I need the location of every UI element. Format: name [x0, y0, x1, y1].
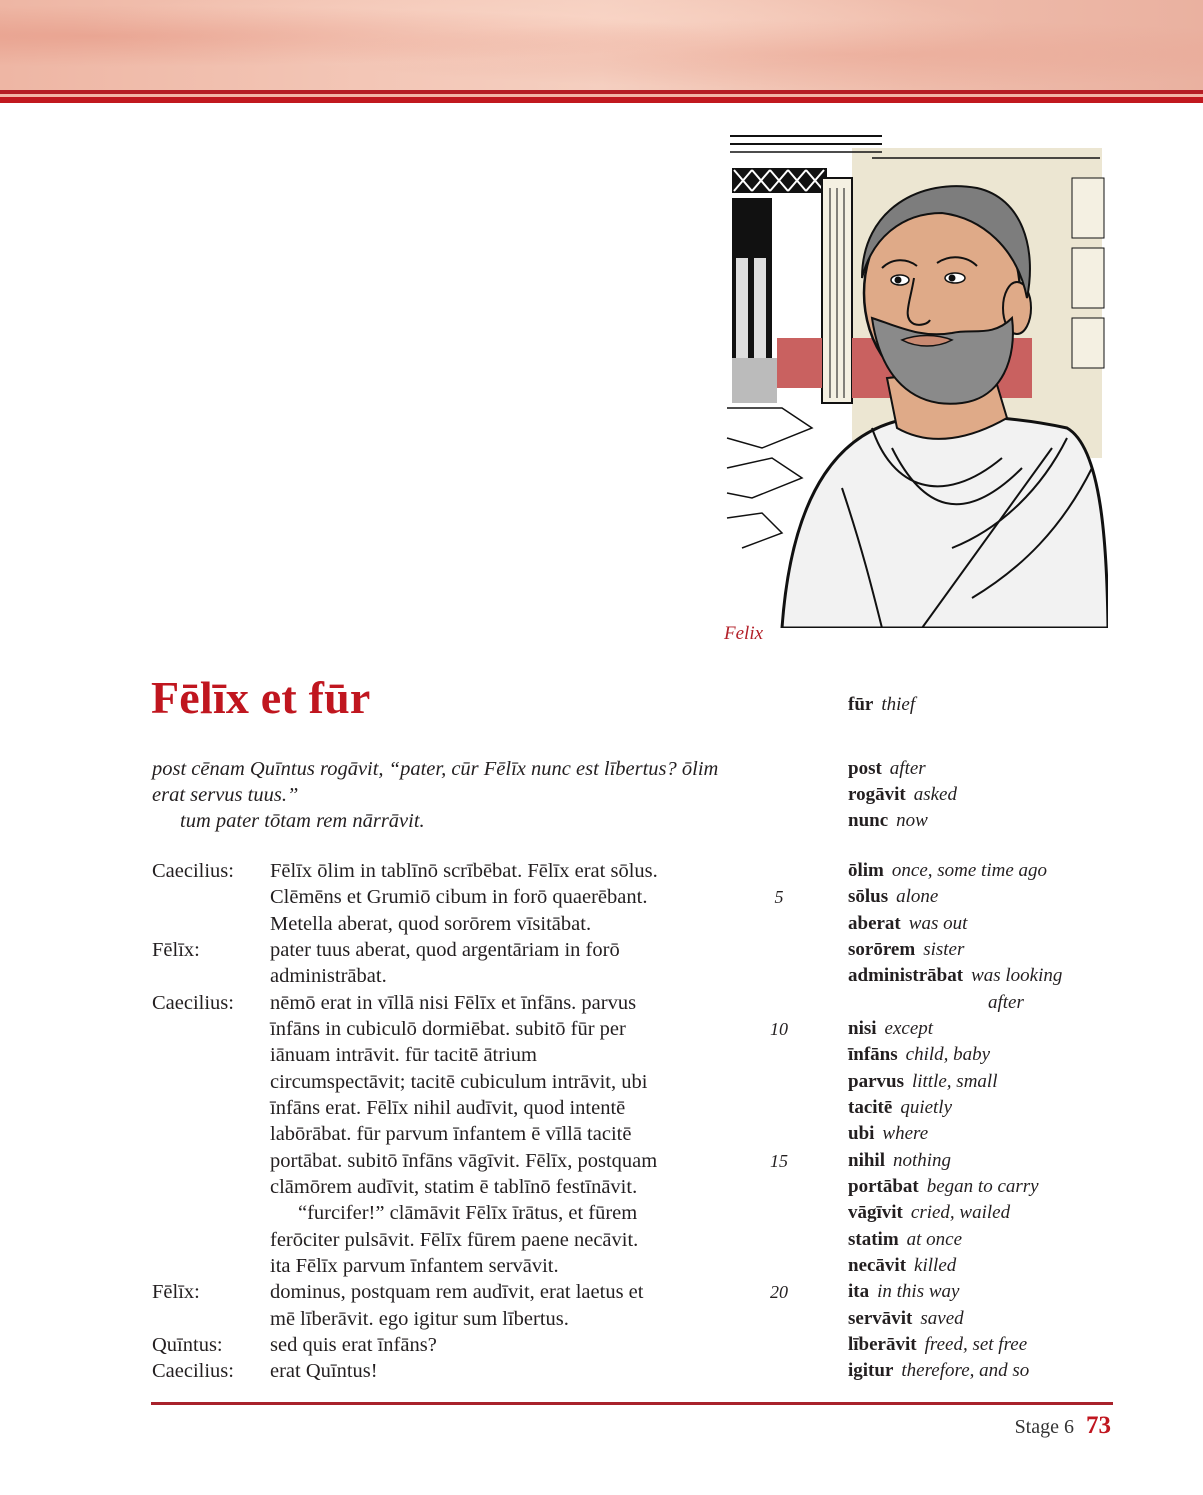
vocab-item	[848, 1121, 928, 1147]
vocab-item	[848, 1042, 990, 1068]
vocab-item	[848, 884, 938, 910]
vocab-gloss: was out	[908, 913, 968, 934]
speech-line: iānuam intrāvit. fūr tacitē ātrium	[270, 1044, 537, 1066]
vocab-latin: ubi	[848, 1123, 875, 1144]
vocab-gloss: therefore, and so	[901, 1360, 1030, 1381]
vocab-latin: tacitē	[848, 1097, 893, 1118]
speech-line: Metella aberat, quod sorōrem vīsitābat.	[270, 913, 592, 935]
vocab-item	[848, 1253, 956, 1279]
vocab-gloss: cried, wailed	[910, 1202, 1011, 1223]
header-band	[0, 0, 1203, 90]
vocab-gloss: in this way	[877, 1281, 960, 1302]
vocab-item	[848, 1332, 1027, 1358]
speech-line: īnfāns in cubiculō dormiēbat. subitō fūr per	[270, 1018, 626, 1040]
vocab-gloss: except	[884, 1018, 934, 1039]
vocab-gloss: once, some time ago	[891, 860, 1048, 881]
line-number: 5	[774, 887, 784, 907]
speech-line: ita Fēlīx parvum īnfantem servāvit.	[270, 1255, 559, 1277]
vocab-gloss: thief	[881, 694, 916, 715]
speech-line: “furcifer!” clāmāvit Fēlīx īrātus, et fūrem	[298, 1202, 638, 1224]
vocab-item	[848, 1279, 959, 1305]
vocab-latin: necāvit	[848, 1255, 907, 1276]
vocab-item	[848, 1306, 964, 1332]
vocab-gloss: little, small	[911, 1071, 998, 1092]
speech-line: administrābat.	[270, 965, 387, 987]
vocab-gloss: alone	[896, 886, 939, 907]
vocab-latin: servāvit	[848, 1308, 913, 1329]
speech-line: clāmōrem audīvit, statim ē tablīnō festīnāvit.	[270, 1176, 638, 1198]
vocab-latin: fūr	[848, 694, 874, 715]
vocab-latin: rogāvit	[848, 784, 906, 805]
speaker-label: Caecilius:	[152, 860, 234, 882]
vocab-latin: aberat	[848, 913, 901, 934]
page-number: 73	[1086, 1412, 1111, 1439]
vocab-item	[848, 808, 928, 834]
vocab-latin: sorōrem	[848, 939, 916, 960]
vocab-item	[848, 963, 1062, 989]
speech-line: mē līberāvit. ego igitur sum lībertus.	[270, 1308, 569, 1330]
vocab-latin: post	[848, 758, 882, 779]
vocab-gloss: was looking	[971, 965, 1063, 986]
vocab-latin: igitur	[848, 1360, 894, 1381]
footer-rule	[151, 1402, 1113, 1405]
speaker-label: Caecilius:	[152, 992, 234, 1014]
speech-line: ferōciter pulsāvit. Fēlīx fūrem paene necāvit.	[270, 1229, 639, 1251]
header-rule-thick	[0, 97, 1203, 103]
speech-line: dominus, postquam rem audīvit, erat laetus et	[270, 1281, 644, 1303]
speech-line: circumspectāvit; tacitē cubiculum intrāvit, ubi	[270, 1071, 648, 1093]
felix-illustration	[722, 128, 1108, 628]
speech-line: erat Quīntus!	[270, 1360, 378, 1382]
vocab-latin: nisi	[848, 1018, 877, 1039]
figure-caption: Felix	[724, 623, 764, 644]
vocab-latin: portābat	[848, 1176, 919, 1197]
intro-line: tum pater tōtam rem nārrāvit.	[180, 810, 425, 832]
vocab-item	[848, 1358, 1029, 1384]
vocab-latin: nunc	[848, 810, 889, 831]
speaker-label: Fēlīx:	[152, 1281, 200, 1303]
vocab-latin: ōlim	[848, 860, 884, 881]
vocab-item	[848, 911, 967, 937]
page-footer	[1015, 1410, 1111, 1443]
speech-line: Fēlīx ōlim in tablīnō scrībēbat. Fēlīx erat sōlus.	[270, 860, 658, 882]
vocab-latin: statim	[848, 1229, 899, 1250]
vocab-item	[848, 1016, 933, 1042]
vocab-gloss: where	[882, 1123, 929, 1144]
vocab-item	[848, 1227, 962, 1253]
vocab-item	[848, 1069, 997, 1095]
vocab-item	[848, 782, 957, 808]
vocab-gloss: freed, set free	[924, 1334, 1028, 1355]
vocab-item	[848, 1095, 952, 1121]
vocab-gloss: now	[896, 810, 928, 831]
speech-line: labōrābat. fūr parvum īnfantem ē vīllā tacitē	[270, 1123, 632, 1145]
vocab-gloss: nothing	[892, 1150, 952, 1171]
vocab-item	[848, 692, 915, 718]
vocab-gloss: asked	[913, 784, 957, 805]
vocab-latin: vāgīvit	[848, 1202, 903, 1223]
vocab-gloss: killed	[914, 1255, 957, 1276]
story-title: Fēlīx et fūr	[151, 672, 371, 723]
speaker-label: Caecilius:	[152, 1360, 234, 1382]
speech-line: sed quis erat īnfāns?	[270, 1334, 437, 1356]
vocab-latin: parvus	[848, 1071, 904, 1092]
vocab-latin: ita	[848, 1281, 870, 1302]
vocab-latin: sōlus	[848, 886, 889, 907]
line-number: 10	[770, 1019, 788, 1039]
vocab-gloss: quietly	[900, 1097, 953, 1118]
vocab-gloss: at once	[906, 1229, 963, 1250]
speaker-label: Quīntus:	[152, 1334, 223, 1356]
vocab-latin: nihil	[848, 1150, 885, 1171]
vocab-latin: līberāvit	[848, 1334, 917, 1355]
vocab-item	[848, 756, 926, 782]
vocab-gloss: began to carry	[926, 1176, 1039, 1197]
vocab-gloss: sister	[923, 939, 965, 960]
intro-line: post cēnam Quīntus rogāvit, “pater, cūr Fēlīx nunc est lībertus? ōlim	[152, 758, 719, 780]
vocab-latin: īnfāns	[848, 1044, 898, 1065]
intro-line: erat servus tuus.”	[152, 784, 299, 806]
speech-line: portābat. subitō īnfāns vāgīvit. Fēlīx, postquam	[270, 1150, 658, 1172]
line-number: 20	[770, 1282, 788, 1302]
vocab-gloss: after	[889, 758, 926, 779]
vocab-item	[848, 1200, 1010, 1226]
vocab-gloss-continued: after	[988, 992, 1024, 1013]
vocab-gloss: saved	[920, 1308, 964, 1329]
line-number: 15	[770, 1151, 788, 1171]
vocab-latin: administrābat	[848, 965, 964, 986]
vocab-item	[848, 1148, 951, 1174]
speaker-label: Fēlīx:	[152, 939, 200, 961]
stage-label: Stage 6	[1014, 1416, 1074, 1438]
vocab-item	[848, 937, 964, 963]
vocab-gloss: child, baby	[905, 1044, 991, 1065]
speech-line: Clēmēns et Grumiō cibum in forō quaerēbant.	[270, 886, 648, 908]
vocab-item	[848, 1174, 1039, 1200]
speech-line: īnfāns erat. Fēlīx nihil audīvit, quod intentē	[270, 1097, 626, 1119]
vocab-item	[848, 858, 1047, 884]
speech-line: pater tuus aberat, quod argentāriam in forō	[270, 939, 620, 961]
speech-line: nēmō erat in vīllā nisi Fēlīx et īnfāns. parvus	[270, 992, 637, 1014]
